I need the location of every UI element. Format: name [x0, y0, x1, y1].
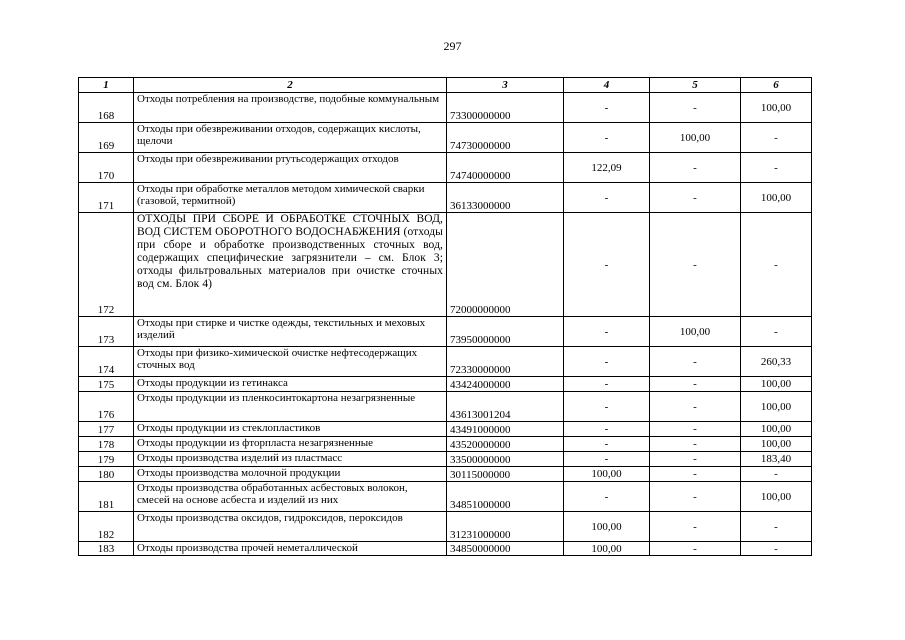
row-number: 170 [79, 153, 134, 183]
value-col-5: 100,00 [650, 123, 741, 153]
waste-name: Отходы производства оксидов, гидроксидов, пероксидов [134, 512, 447, 542]
value-col-6: - [741, 153, 812, 183]
waste-name: Отходы производства обработанных асбестовых волокон, смесей на основе асбеста и изделий из них [134, 482, 447, 512]
header-col-4: 4 [564, 78, 650, 93]
value-col-6: 260,33 [741, 347, 812, 377]
waste-code: 30115000000 [447, 467, 564, 482]
value-col-5: - [650, 467, 741, 482]
value-col-4: - [564, 317, 650, 347]
row-number: 177 [79, 422, 134, 437]
row-number: 178 [79, 437, 134, 452]
table-row [79, 437, 812, 452]
value-col-5: - [650, 377, 741, 392]
waste-name: Отходы продукции из фторпласта незагрязненные [134, 437, 447, 452]
value-col-4: - [564, 422, 650, 437]
table-row [79, 452, 812, 467]
waste-code: 34851000000 [447, 482, 564, 512]
waste-name: Отходы производства прочей неметаллической [134, 542, 447, 556]
row-number: 182 [79, 512, 134, 542]
value-col-4: 100,00 [564, 512, 650, 542]
row-number: 179 [79, 452, 134, 467]
value-col-5: - [650, 512, 741, 542]
table-row [79, 123, 812, 153]
value-col-4: - [564, 213, 650, 317]
table-row [79, 213, 812, 317]
waste-name: Отходы производства изделий из пластмасс [134, 452, 447, 467]
waste-table [78, 77, 812, 556]
waste-code: 74740000000 [447, 153, 564, 183]
value-col-6: - [741, 542, 812, 556]
table-row [79, 467, 812, 482]
header-col-3: 3 [447, 78, 564, 93]
value-col-6: 100,00 [741, 422, 812, 437]
table-row [79, 482, 812, 512]
table-row [79, 512, 812, 542]
waste-code: 73950000000 [447, 317, 564, 347]
row-number: 174 [79, 347, 134, 377]
row-number: 173 [79, 317, 134, 347]
waste-name: Отходы при стирке и чистке одежды, текстильных и меховых изделий [134, 317, 447, 347]
value-col-4: - [564, 123, 650, 153]
value-col-6: 183,40 [741, 452, 812, 467]
row-number: 176 [79, 392, 134, 422]
waste-name: Отходы при обезвреживании отходов, содержащих кислоты, щелочи [134, 123, 447, 153]
value-col-4: - [564, 437, 650, 452]
value-col-6: 100,00 [741, 482, 812, 512]
value-col-5: - [650, 183, 741, 213]
table-row [79, 93, 812, 123]
value-col-4: - [564, 482, 650, 512]
value-col-4: - [564, 377, 650, 392]
waste-code: 43613001204 [447, 392, 564, 422]
value-col-5: - [650, 437, 741, 452]
waste-name: Отходы продукции из пленкосинтокартона незагрязненные [134, 392, 447, 422]
value-col-5: - [650, 482, 741, 512]
table-row [79, 392, 812, 422]
value-col-5: - [650, 422, 741, 437]
value-col-4: - [564, 347, 650, 377]
waste-code: 43491000000 [447, 422, 564, 437]
header-col-1: 1 [79, 78, 134, 93]
value-col-5: - [650, 347, 741, 377]
row-number: 168 [79, 93, 134, 123]
header-col-5: 5 [650, 78, 741, 93]
table-row [79, 422, 812, 437]
row-number: 183 [79, 542, 134, 556]
waste-code: 36133000000 [447, 183, 564, 213]
row-number: 175 [79, 377, 134, 392]
waste-code: 33500000000 [447, 452, 564, 467]
table-row [79, 542, 812, 556]
waste-name: Отходы продукции из гетинакса [134, 377, 447, 392]
value-col-4: - [564, 392, 650, 422]
waste-name: Отходы при обработке металлов методом химической сварки (газовой, термитной) [134, 183, 447, 213]
waste-code: 72000000000 [447, 213, 564, 317]
row-number: 172 [79, 213, 134, 317]
value-col-6: - [741, 317, 812, 347]
value-col-4: 100,00 [564, 467, 650, 482]
waste-name: Отходы продукции из стеклопластиков [134, 422, 447, 437]
row-number: 181 [79, 482, 134, 512]
value-col-5: - [650, 93, 741, 123]
value-col-6: - [741, 123, 812, 153]
waste-code: 72330000000 [447, 347, 564, 377]
value-col-5: - [650, 392, 741, 422]
value-col-5: - [650, 452, 741, 467]
value-col-6: - [741, 213, 812, 317]
table-row [79, 153, 812, 183]
row-number: 180 [79, 467, 134, 482]
table-row [79, 377, 812, 392]
value-col-5: 100,00 [650, 317, 741, 347]
table-row [79, 183, 812, 213]
row-number: 169 [79, 123, 134, 153]
page-number: 297 [443, 39, 462, 53]
value-col-5: - [650, 153, 741, 183]
value-col-4: - [564, 183, 650, 213]
row-number: 171 [79, 183, 134, 213]
value-col-5: - [650, 542, 741, 556]
header-col-2: 2 [134, 78, 447, 93]
waste-code: 43424000000 [447, 377, 564, 392]
value-col-4: 100,00 [564, 542, 650, 556]
table-row [79, 347, 812, 377]
table-row [79, 317, 812, 347]
waste-code: 74730000000 [447, 123, 564, 153]
value-col-5: - [650, 213, 741, 317]
waste-code: 31231000000 [447, 512, 564, 542]
waste-name: Отходы производства молочной продукции [134, 467, 447, 482]
waste-code: 73300000000 [447, 93, 564, 123]
value-col-6: 100,00 [741, 392, 812, 422]
value-col-6: - [741, 512, 812, 542]
value-col-6: - [741, 467, 812, 482]
header-row [79, 78, 812, 93]
value-col-4: 122,09 [564, 153, 650, 183]
value-col-6: 100,00 [741, 93, 812, 123]
waste-name: Отходы при обезвреживании ртутьсодержащих отходов [134, 153, 447, 183]
waste-code: 43520000000 [447, 437, 564, 452]
value-col-4: - [564, 452, 650, 467]
waste-name: Отходы потребления на производстве, подобные коммунальным [134, 93, 447, 123]
value-col-4: - [564, 93, 650, 123]
waste-code: 34850000000 [447, 542, 564, 556]
value-col-6: 100,00 [741, 183, 812, 213]
waste-name: ОТХОДЫ ПРИ СБОРЕ И ОБРАБОТКЕ СТОЧНЫХ ВОД, ВОД СИСТЕМ ОБОРОТНОГО ВОДОСНАБЖЕНИЯ (отходы при сборе и обработке производственных сточных вод, содержащих специфические загрязнители – см. Блок 3; отходы фильтровальных материалов при очистке сточных вод см. Блок 4) [134, 213, 447, 317]
waste-name: Отходы при физико-химической очистке нефтесодержащих сточных вод [134, 347, 447, 377]
header-col-6: 6 [741, 78, 812, 93]
value-col-6: 100,00 [741, 377, 812, 392]
value-col-6: 100,00 [741, 437, 812, 452]
